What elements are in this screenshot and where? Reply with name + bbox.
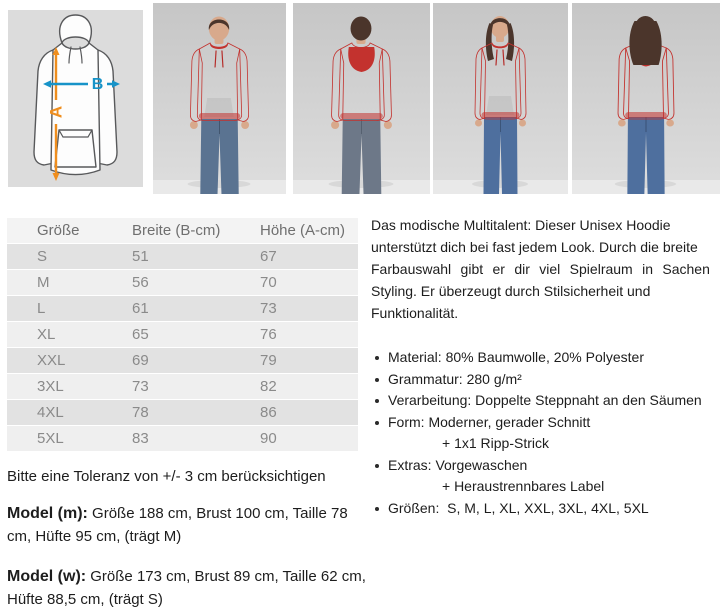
description-line: Styling. Er überzeugt durch Stilsicherheit und	[371, 283, 651, 299]
feature-workmanship: Verarbeitung: Doppelte Steppnaht an den Säumen	[371, 390, 717, 412]
product-photo-woman-back[interactable]	[572, 3, 720, 194]
feature-form-sub: + 1x1 Ripp-Strick	[442, 435, 549, 451]
hem-band	[340, 113, 383, 119]
tolerance-note: Bitte eine Toleranz von +/- 3 cm berücksichtigen	[7, 468, 326, 485]
hair-back-mass	[629, 21, 661, 65]
height-cell: 70	[260, 274, 277, 291]
woman-front-illustration	[433, 3, 568, 194]
feature-grammage: Grammatur: 280 g/m²	[371, 369, 717, 391]
head-back	[351, 17, 372, 41]
bullet-icon	[375, 356, 379, 360]
size-table	[7, 218, 358, 452]
width-cell: 56	[132, 274, 149, 291]
description-line: unterstützt dich bei fast jedem Look. Durch die breite	[371, 239, 698, 255]
dimension-b-label: B	[91, 76, 104, 93]
description-line: Farbauswahl gibt er dir viel Spielraum in Sachen	[371, 261, 710, 277]
size-cell: L	[37, 300, 46, 317]
model-w-text: Größe 173 cm, Brust 89 cm, Taille 62 cm, Hüfte 88,5 cm, (trägt S)	[7, 568, 366, 607]
model-m-label: Model (m):	[7, 505, 88, 522]
column-header-size: Größe	[37, 222, 80, 239]
model-w-note	[7, 565, 375, 607]
table-row	[7, 296, 358, 322]
product-feature-list	[371, 347, 717, 519]
height-cell: 76	[260, 326, 277, 343]
width-cell: 78	[132, 404, 149, 421]
size-cell: 5XL	[37, 430, 64, 447]
right-hand	[519, 120, 526, 127]
woman-back-illustration	[572, 3, 720, 194]
width-cell: 69	[132, 352, 149, 369]
hoodie-pocket	[55, 130, 96, 167]
bullet-icon	[375, 399, 379, 403]
table-row	[7, 348, 358, 374]
table-row	[7, 426, 358, 452]
figure-shadow	[187, 180, 250, 188]
width-cell: 61	[132, 300, 149, 317]
man-back-illustration	[293, 3, 430, 194]
feature-extras-sub: + Heraustrennbares Label	[442, 478, 605, 494]
bullet-icon	[375, 464, 379, 468]
hoodie-measurement-diagram[interactable]	[8, 10, 143, 187]
figure-shadow	[329, 180, 394, 188]
height-cell: 86	[260, 404, 277, 421]
description-line: Funktionalität.	[371, 305, 459, 321]
table-row	[7, 400, 358, 426]
model-m-text: Größe 188 cm, Brust 100 cm, Taille 78 cm, Hüfte 95 cm, (trägt M)	[7, 505, 348, 545]
left-hand	[475, 120, 482, 127]
table-row	[7, 374, 358, 400]
dimension-a-label: A	[46, 105, 66, 119]
product-description-paragraph	[371, 214, 717, 324]
hem-band	[199, 113, 240, 119]
height-cell: 67	[260, 248, 277, 265]
table-row	[7, 244, 358, 270]
hem-band	[625, 112, 667, 118]
description-line: Das modische Multitalent: Dieser Unisex Hoodie	[371, 217, 671, 233]
bullet-icon	[375, 421, 379, 425]
bullet-icon	[375, 378, 379, 382]
size-cell: XL	[37, 326, 56, 343]
right-hand	[241, 121, 249, 129]
feature-form: Form: Moderner, gerader Schnitt + 1x1 Ripp-Strick	[371, 412, 717, 455]
figure-shadow	[615, 180, 676, 188]
hoodie-diagram-drawing	[8, 10, 143, 187]
product-photo-man-front[interactable]	[153, 3, 286, 194]
product-photo-woman-front[interactable]	[433, 3, 568, 194]
left-hand	[618, 120, 626, 127]
size-cell: S	[37, 248, 48, 265]
height-cell: 82	[260, 378, 277, 395]
man-front-illustration	[153, 3, 286, 194]
size-cell: 3XL	[37, 378, 64, 395]
feature-sizes: Größen: S, M, L, XL, XXL, 3XL, 4XL, 5XL	[371, 498, 717, 520]
size-cell: M	[37, 274, 50, 291]
height-cell: 73	[260, 300, 277, 317]
height-cell: 90	[260, 430, 277, 447]
feature-extras: Extras: Vorgewaschen + Heraustrennbares Label	[371, 455, 717, 498]
width-cell: 73	[132, 378, 149, 395]
left-hand	[331, 121, 339, 129]
size-cell: 4XL	[37, 404, 64, 421]
right-hand	[666, 120, 674, 127]
height-cell: 79	[260, 352, 277, 369]
size-table-header-row	[7, 218, 358, 244]
model-w-label: Model (w):	[7, 568, 87, 585]
column-header-height: Höhe (A-cm)	[260, 222, 346, 239]
figure-shadow	[472, 180, 528, 188]
table-row	[7, 322, 358, 348]
column-header-width: Breite (B-cm)	[132, 222, 221, 239]
feature-material: Material: 80% Baumwolle, 20% Polyester	[371, 347, 717, 369]
right-hand	[384, 121, 392, 129]
product-photo-man-back[interactable]	[293, 3, 430, 194]
table-row	[7, 270, 358, 296]
bullet-icon	[375, 507, 379, 511]
width-cell: 51	[132, 248, 149, 265]
width-cell: 83	[132, 430, 149, 447]
size-cell: XXL	[37, 352, 66, 369]
left-hand	[190, 121, 198, 129]
width-cell: 65	[132, 326, 149, 343]
model-m-note	[7, 502, 375, 548]
hem-band	[482, 112, 520, 118]
